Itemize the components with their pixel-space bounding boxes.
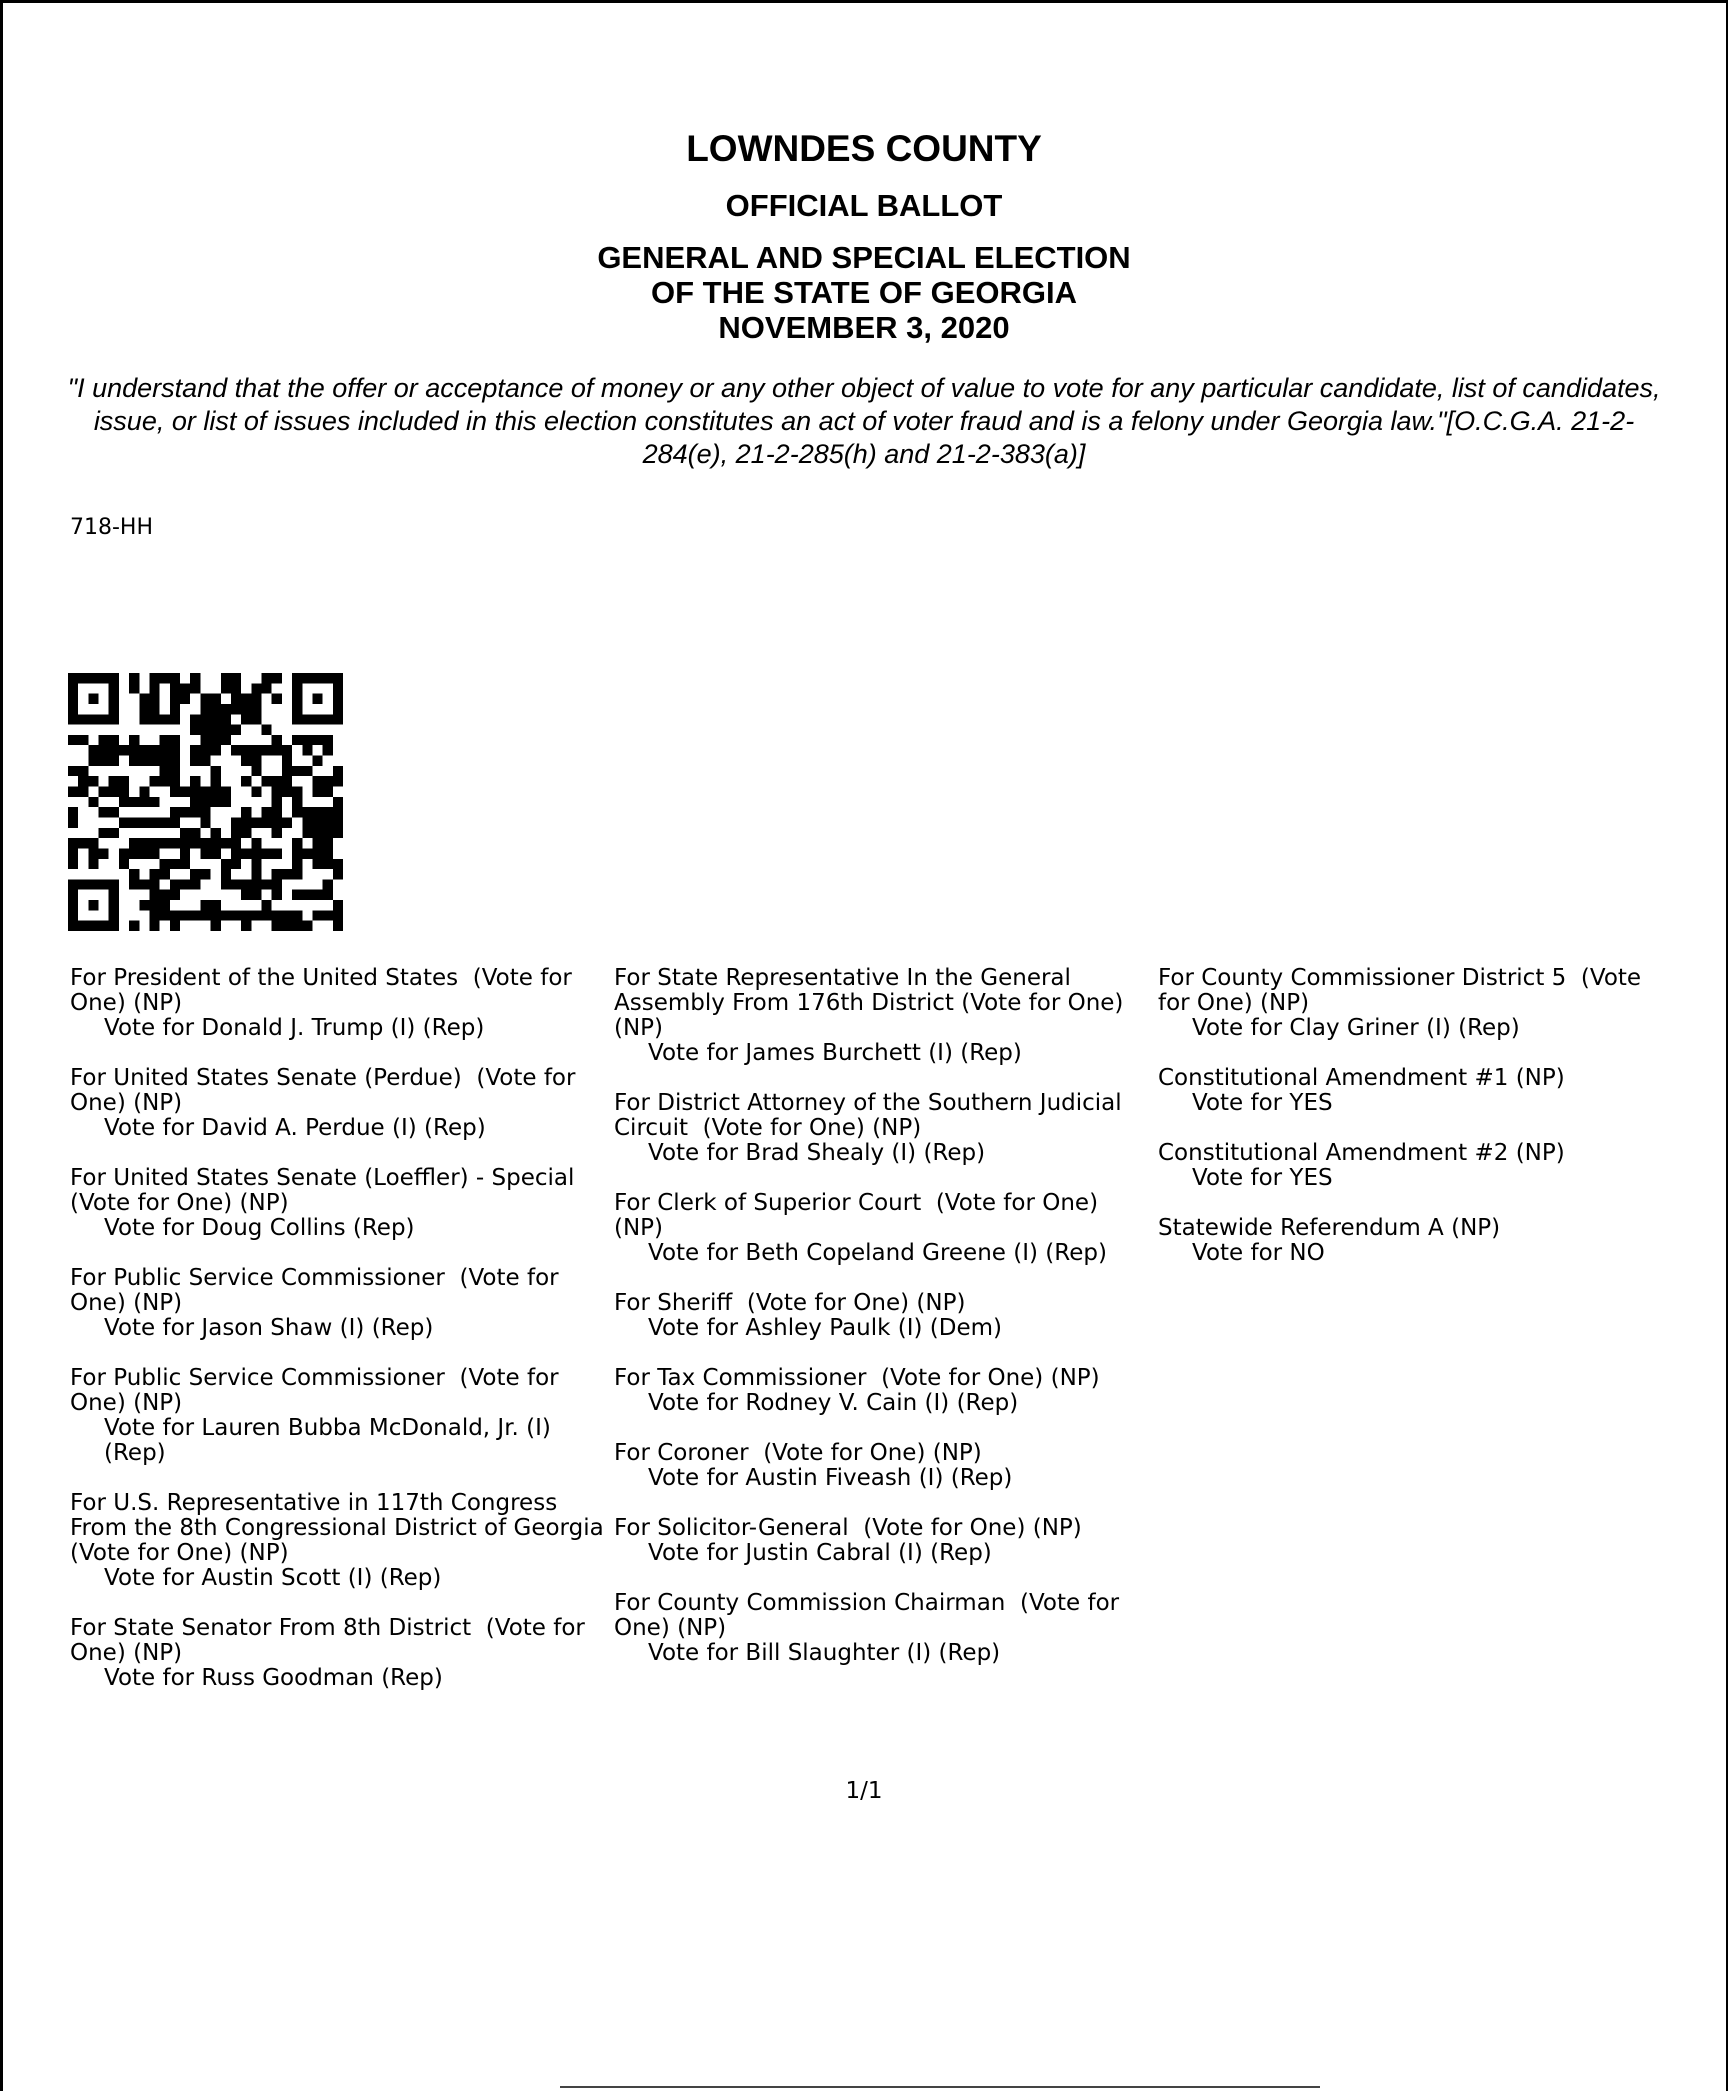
race-selection: Vote for Clay Griner (I) (Rep)	[1192, 1015, 1520, 1041]
page-number: 1/1	[845, 1778, 883, 1804]
election-title-line2: OF THE STATE OF GEORGIA	[651, 275, 1077, 310]
race-title: Constitutional Amendment #1 (NP)	[1158, 1065, 1565, 1091]
ballot-race	[70, 1491, 610, 1591]
race-selection: Vote for NO	[1192, 1240, 1325, 1266]
ballot-race	[70, 1166, 610, 1241]
race-selection: Vote for Jason Shaw (I) (Rep)	[104, 1315, 434, 1341]
ballot-race	[1158, 1141, 1678, 1191]
election-title-line1: GENERAL AND SPECIAL ELECTION	[597, 240, 1131, 275]
race-title: For President of the United States (Vote for One) (NP)	[70, 965, 580, 1016]
ballot-race	[1158, 1216, 1678, 1266]
race-title: For U.S. Representative in 117th Congress From the 8th Congressional District of Georgia (Vote for One) (NP)	[70, 1490, 611, 1566]
qr-code-icon	[68, 673, 343, 931]
race-title: Statewide Referendum A (NP)	[1158, 1215, 1501, 1241]
ballot-race	[70, 1366, 610, 1466]
ballot-column-3	[1158, 966, 1678, 1291]
race-title: For County Commissioner District 5 (Vote for One) (NP)	[1158, 965, 1649, 1016]
race-title: For County Commission Chairman (Vote for One) (NP)	[614, 1590, 1127, 1641]
election-title	[0, 240, 1728, 345]
ballot-race	[1158, 1066, 1678, 1116]
ballot-column-2	[614, 966, 1154, 1691]
voter-fraud-warning: "I understand that the offer or acceptance of money or any other object of value to vote for any particular candidate, list of candidates, issue, or list of issues included in this election constitutes an act of voter fraud and is a felony under Georgia law."[O.C.G.A. 21-2-284(e), 21-2-285(h) and 21-2-383(a)]	[67, 373, 1661, 469]
ballot-race	[614, 1591, 1154, 1666]
race-selection: Vote for Lauren Bubba McDonald, Jr. (I) (Rep)	[104, 1415, 559, 1466]
race-title: For Tax Commissioner (Vote for One) (NP)	[614, 1365, 1100, 1391]
race-title: For United States Senate (Loeffler) - Special (Vote for One) (NP)	[70, 1165, 590, 1216]
ballot-race	[70, 1616, 610, 1691]
ballot-race	[70, 1066, 610, 1141]
race-selection: Vote for YES	[1192, 1090, 1333, 1116]
ballot-race	[70, 966, 610, 1041]
ballot-race	[1158, 966, 1678, 1041]
race-selection: Vote for Rodney V. Cain (I) (Rep)	[648, 1390, 1019, 1416]
race-selection: Vote for Brad Shealy (I) (Rep)	[648, 1140, 986, 1166]
race-selection: Vote for David A. Perdue (I) (Rep)	[104, 1115, 486, 1141]
ballot-race	[70, 1266, 610, 1341]
ballot-race	[614, 1291, 1154, 1341]
race-selection: Vote for James Burchett (I) (Rep)	[648, 1040, 1022, 1066]
ballot-race	[614, 966, 1154, 1066]
ballot-type-title: OFFICIAL BALLOT	[725, 188, 1003, 223]
race-selection: Vote for Doug Collins (Rep)	[104, 1215, 415, 1241]
race-selection: Vote for Donald J. Trump (I) (Rep)	[104, 1015, 485, 1041]
race-title: For Public Service Commissioner (Vote for One) (NP)	[70, 1265, 566, 1316]
bottom-scan-marks	[560, 2086, 1320, 2088]
race-title: For Clerk of Superior Court (Vote for One) (NP)	[614, 1190, 1106, 1241]
race-title: For United States Senate (Perdue) (Vote for One) (NP)	[70, 1065, 583, 1116]
race-title: For Sheriff (Vote for One) (NP)	[614, 1290, 966, 1316]
race-selection: Vote for YES	[1192, 1165, 1333, 1191]
page-top-border	[0, 0, 1728, 3]
ballot-code: 718-HH	[70, 515, 154, 540]
county-title: LOWNDES COUNTY	[686, 128, 1042, 169]
ballot-race	[614, 1091, 1154, 1166]
race-selection: Vote for Russ Goodman (Rep)	[104, 1665, 443, 1691]
race-title: For State Representative In the General Assembly From 176th District (Vote for One) (NP)	[614, 965, 1131, 1041]
race-selection: Vote for Bill Slaughter (I) (Rep)	[648, 1640, 1001, 1666]
race-title: Constitutional Amendment #2 (NP)	[1158, 1140, 1565, 1166]
race-selection: Vote for Austin Scott (I) (Rep)	[104, 1565, 442, 1591]
race-selection: Vote for Ashley Paulk (I) (Dem)	[648, 1315, 1002, 1341]
race-selection: Vote for Justin Cabral (I) (Rep)	[648, 1540, 992, 1566]
race-title: For State Senator From 8th District (Vote for One) (NP)	[70, 1615, 593, 1666]
ballot-race	[614, 1441, 1154, 1491]
race-selection: Vote for Austin Fiveash (I) (Rep)	[648, 1465, 1013, 1491]
race-title: For Public Service Commissioner (Vote for One) (NP)	[70, 1365, 566, 1416]
race-selection: Vote for Beth Copeland Greene (I) (Rep)	[648, 1240, 1107, 1266]
ballot-column-1	[70, 966, 610, 1716]
race-title: For District Attorney of the Southern Judicial Circuit (Vote for One) (NP)	[614, 1090, 1129, 1141]
ballot-race	[614, 1191, 1154, 1266]
race-title: For Coroner (Vote for One) (NP)	[614, 1440, 982, 1466]
ballot-race	[614, 1366, 1154, 1416]
ballot-race	[614, 1516, 1154, 1566]
election-date: NOVEMBER 3, 2020	[718, 310, 1010, 345]
race-title: For Solicitor-General (Vote for One) (NP)	[614, 1515, 1082, 1541]
